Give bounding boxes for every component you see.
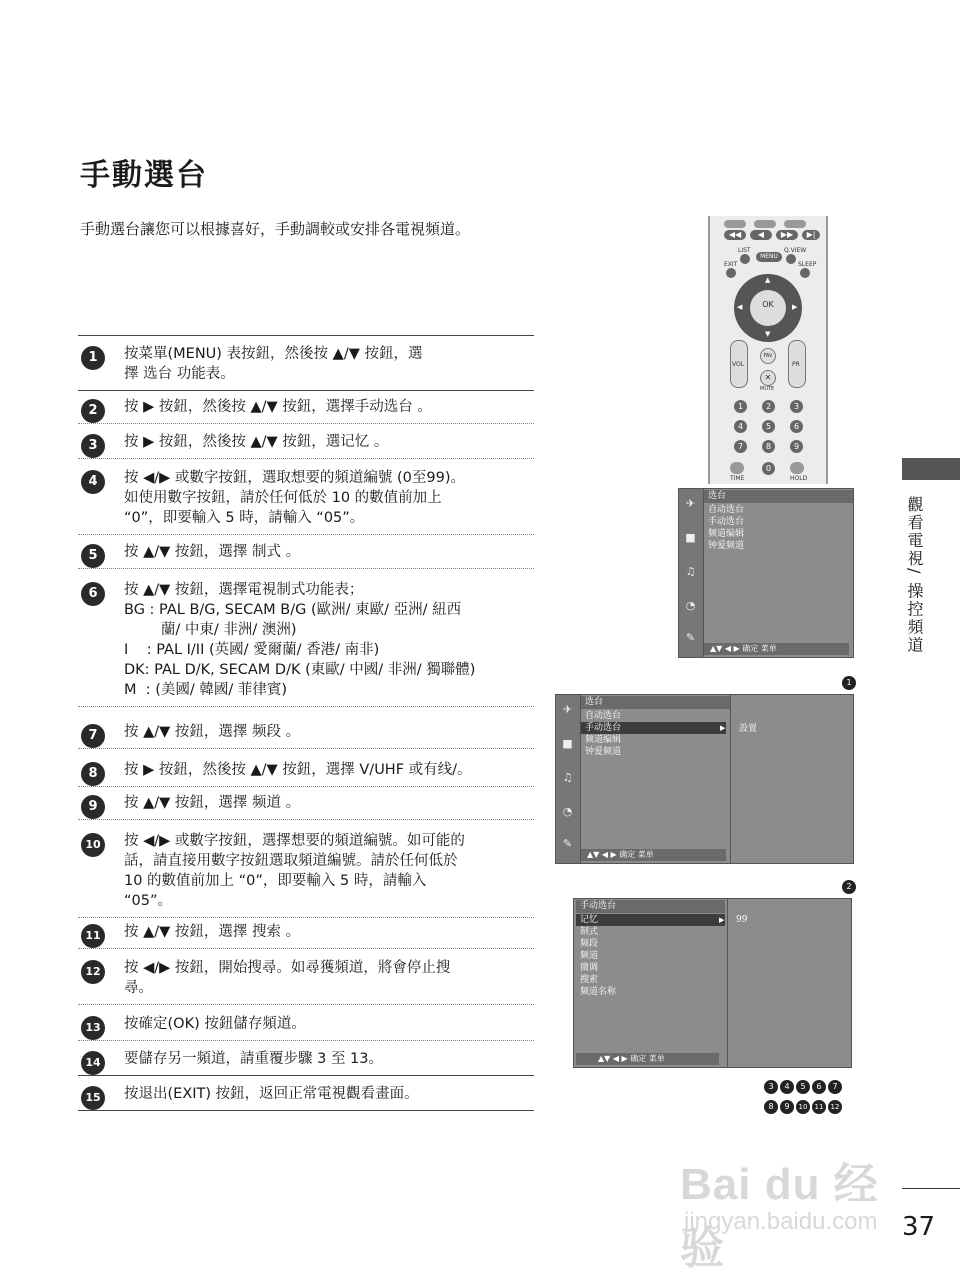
step-text (124, 958, 534, 998)
back-icon: ◀ (750, 230, 772, 240)
vol-label: VOL (732, 361, 745, 368)
osd3-sub-value: 99 (736, 915, 748, 925)
satellite-icon: ✈ (685, 497, 696, 510)
remote-control-illustration (708, 216, 828, 484)
step-number-badge: 11 (81, 924, 105, 948)
step-divider (78, 917, 534, 918)
step-line: 按 ◀/▶ 按鈕，開始搜尋。如尋獲頻道，將會停止搜 (124, 960, 451, 976)
sleep-label: SLEEP (798, 261, 817, 268)
osd-menu-1 (678, 488, 854, 658)
page-rule (902, 1188, 960, 1189)
clock-icon: ◔ (685, 599, 696, 612)
osd-menu-item: 制式 (580, 927, 599, 937)
figure-markers-row-1 (762, 1074, 842, 1094)
step-divider (78, 1110, 534, 1111)
clock-icon: ◔ (562, 805, 573, 818)
osd3-footer: ▲▼ ◀ ▶ 确定 菜单 (576, 1053, 719, 1065)
step-number-badge: 14 (81, 1051, 105, 1075)
pr-label: PR (792, 361, 800, 368)
satellite-icon: ✈ (562, 703, 573, 716)
digit-button: 9 (790, 440, 803, 453)
skip-icon: ▶| (802, 230, 820, 240)
step-line: 尋。 (124, 980, 153, 996)
digit-button: 2 (762, 400, 775, 413)
sleep-button (800, 268, 810, 278)
step-line: DK: PAL D/K, SECAM D/K (東歐/ 中國/ 非洲/ 獨聯體) (124, 662, 476, 678)
step-divider (78, 390, 534, 391)
step-text (124, 722, 534, 742)
osd-menu-item: 频道编辑 (585, 735, 622, 745)
remote-top-button (754, 220, 776, 228)
step-number-badge: 15 (81, 1086, 105, 1110)
step-line: 擇 选台 功能表。 (124, 366, 235, 382)
mute-label: MUTE (760, 386, 775, 392)
step-line: M : (美國/ 韓國/ 菲律賓) (124, 682, 288, 698)
step-line: 話，請直接用數字按鈕選取頻道編號。請於任何低於 (124, 853, 458, 869)
step-marker: 10 (796, 1100, 810, 1114)
step-marker: 12 (828, 1100, 842, 1114)
step-line: 按 ▲/▼ 按鈕，選擇 搜索 。 (124, 924, 301, 940)
menu-icon-column (679, 489, 704, 657)
step-marker: 3 (764, 1080, 778, 1094)
osd-menu-item: 手动选台 (708, 517, 745, 527)
osd-menu-item: 频道 (580, 951, 599, 961)
osd-menu-item: 频道名称 (580, 987, 617, 997)
hold-icon (790, 462, 804, 474)
remote-top-button (724, 220, 746, 228)
watermark-url: jingyan.baidu.com (684, 1208, 878, 1235)
step-marker: 5 (796, 1080, 810, 1094)
step-line: 按 ◀/▶ 或數字按鈕，選擇想要的頻道編號。如可能的 (124, 833, 465, 849)
osd-menu-3 (573, 898, 728, 1068)
list-label: LIST (738, 247, 751, 254)
figure-marker-2: 2 (840, 874, 856, 894)
step-number-badge: 3 (81, 434, 105, 458)
digit-button: 8 (762, 440, 775, 453)
osd2-subpanel (730, 694, 854, 864)
step-marker: 8 (764, 1100, 778, 1114)
step-line: BG : PAL B/G, SECAM B/G (歐洲/ 東歐/ 亞洲/ 紐西 (124, 602, 462, 618)
osd2-footer: ▲▼ ◀ ▶ 确定 菜单 (581, 849, 726, 861)
menu-button: MENU (756, 252, 782, 262)
step-divider (78, 819, 534, 820)
step-number-badge: 5 (81, 544, 105, 568)
arrow-left-icon: ◀ (737, 303, 743, 311)
step-line: 按 ▶ 按鈕，然後按 ▲/▼ 按鈕，選记忆 。 (124, 434, 389, 450)
screen-icon: ■ (685, 531, 696, 544)
step-marker: 4 (780, 1080, 794, 1094)
step-line: 按 ▲/▼ 按鈕，選擇 频段 。 (124, 724, 301, 740)
step-number-badge: 13 (81, 1016, 105, 1040)
rewind-icon: ◀◀ (724, 230, 746, 240)
arrow-right-icon: ▶ (792, 303, 798, 311)
step-divider (78, 1040, 534, 1041)
step-text (124, 1049, 534, 1069)
digit-button: 3 (790, 400, 803, 413)
step-text (124, 831, 534, 911)
list-button (740, 254, 750, 264)
digit-button: 1 (734, 400, 747, 413)
section-tab (902, 458, 960, 480)
step-text (124, 1014, 534, 1034)
step-number-badge: 7 (81, 724, 105, 748)
step-line: 如使用數字按鈕，請於任何低於 10 的數值前加上 (124, 490, 442, 506)
osd-menu-item: 搜索 (580, 975, 599, 985)
step-divider (78, 1004, 534, 1005)
digit-button: 5 (762, 420, 775, 433)
step-line: 按菜單(MENU) 表按鈕，然後按 ▲/▼ 按鈕，選 (124, 346, 423, 362)
step-line: I : PAL I/II (英國/ 愛爾蘭/ 香港/ 南非) (124, 642, 380, 658)
submenu-arrow-icon: ▶ (720, 724, 726, 732)
step-line: 按退出(EXIT) 按鈕，返回正常電視觀看畫面。 (124, 1086, 419, 1102)
arrow-up-icon: ▲ (765, 276, 771, 284)
fav-button: FAV (760, 348, 776, 364)
step-number-badge: 9 (81, 795, 105, 819)
step-divider (78, 458, 534, 459)
step-divider (78, 534, 534, 535)
step-text (124, 1084, 534, 1104)
osd-menu-item: 钟爱频道 (708, 541, 745, 551)
arrow-down-icon: ▼ (765, 330, 771, 338)
menu-icon-column (556, 695, 581, 863)
osd-menu-item: 频道编辑 (708, 529, 745, 539)
step-text (124, 542, 534, 562)
osd1-footer: ▲▼ ◀ ▶ 确定 菜单 (704, 643, 849, 655)
step-text (124, 580, 534, 700)
step-line: “05”。 (124, 893, 172, 909)
step-text (124, 397, 534, 417)
watermark (670, 1138, 910, 1273)
digit-button: 0 (762, 462, 775, 475)
osd2-sub-label: 設置 (739, 724, 758, 734)
exit-button (726, 268, 736, 278)
step-text (124, 922, 534, 942)
step-number-badge: 2 (81, 399, 105, 423)
osd2-title: 选台 (581, 696, 730, 709)
osd3-subpanel (727, 898, 852, 1068)
time-icon (730, 462, 744, 474)
step-line: 要儲存另一頻道，請重覆步驟 3 至 13。 (124, 1051, 384, 1067)
step-divider (78, 1075, 534, 1076)
digit-button: 4 (734, 420, 747, 433)
digit-button: 7 (734, 440, 747, 453)
page-title: 手動選台 (80, 158, 208, 193)
step-line: 按 ▲/▼ 按鈕，選擇 频道 。 (124, 795, 301, 811)
exit-label: EXIT (724, 261, 738, 268)
step-number-badge: 1 (81, 346, 105, 370)
wrench-icon: ✎ (562, 837, 573, 850)
forward-icon: ▶▶ (776, 230, 798, 240)
step-text (124, 432, 534, 452)
qview-label: Q.VIEW (784, 247, 807, 254)
submenu-arrow-icon: ▶ (719, 916, 725, 924)
step-line: 10 的數值前加上 “0”，即要輸入 5 時，請輸入 (124, 873, 427, 889)
step-marker: 9 (780, 1100, 794, 1114)
osd-menu-item: 自动选台 (708, 505, 745, 515)
step-line: 按 ▲/▼ 按鈕，選擇 制式 。 (124, 544, 301, 560)
osd-menu-item: 频段 (580, 939, 599, 949)
osd-menu-2 (555, 694, 731, 864)
step-marker: 11 (812, 1100, 826, 1114)
osd1-title: 选台 (704, 490, 853, 503)
step-divider (78, 423, 534, 424)
step-text (124, 468, 534, 528)
step-line: 按確定(OK) 按鈕儲存頻道。 (124, 1016, 306, 1032)
step-divider (78, 948, 534, 949)
step-divider (78, 706, 534, 707)
speaker-icon: ♫ (685, 565, 696, 578)
figure-marker-1: 1 (840, 670, 856, 690)
step-number-badge: 6 (81, 582, 105, 606)
step-text (124, 344, 534, 384)
hold-label: HOLD (790, 475, 808, 482)
step-text (124, 793, 534, 813)
step-line: “0”，即要輸入 5 時，請輸入 “05”。 (124, 510, 365, 526)
step-line: 按 ◀/▶ 或數字按鈕，選取想要的頻道編號 (0至99)。 (124, 470, 466, 486)
osd-menu-item: 微调 (580, 963, 599, 973)
step-divider (78, 335, 534, 336)
watermark-logo: Bai du 经验 (680, 1160, 879, 1273)
step-number-badge: 8 (81, 762, 105, 786)
remote-top-button (784, 220, 806, 228)
figure-markers-row-2 (762, 1094, 842, 1114)
step-line: 蘭/ 中東/ 非洲/ 澳洲) (124, 622, 297, 638)
osd-menu-item: 手动选台 (581, 722, 726, 734)
intro-text: 手動選台讓您可以根據喜好，手動調較或安排各電視頻道。 (80, 220, 471, 238)
osd-menu-item: 钟爱频道 (585, 747, 622, 757)
osd3-title: 手动选台 (576, 900, 725, 913)
step-line: 按 ▲/▼ 按鈕，選擇電視制式功能表； (124, 582, 364, 598)
step-divider (78, 568, 534, 569)
step-line: 按 ▶ 按鈕，然後按 ▲/▼ 按鈕，選擇手动选台 。 (124, 399, 432, 415)
wrench-icon: ✎ (685, 631, 696, 644)
digit-button: 6 (790, 420, 803, 433)
step-number-badge: 10 (81, 833, 105, 857)
step-text (124, 760, 534, 780)
mute-icon: ✕ (760, 370, 776, 386)
osd-menu-item: 记忆 (576, 914, 725, 926)
speaker-icon: ♫ (562, 771, 573, 784)
step-line: 按 ▶ 按鈕，然後按 ▲/▼ 按鈕，選擇 V/UHF 或有线/。 (124, 762, 472, 778)
screen-icon: ■ (562, 737, 573, 750)
time-label: TIME (730, 475, 745, 482)
ok-button: OK (750, 290, 786, 326)
section-label: 觀看電視/ 操控頻道 (905, 496, 924, 655)
step-marker: 7 (828, 1080, 842, 1094)
step-number-badge: 12 (81, 960, 105, 984)
step-number-badge: 4 (81, 470, 105, 494)
step-divider (78, 786, 534, 787)
qview-button (786, 254, 796, 264)
step-marker: 6 (812, 1080, 826, 1094)
osd-menu-item: 自动选台 (585, 711, 622, 721)
step-divider (78, 748, 534, 749)
page-number: 37 (902, 1212, 936, 1242)
